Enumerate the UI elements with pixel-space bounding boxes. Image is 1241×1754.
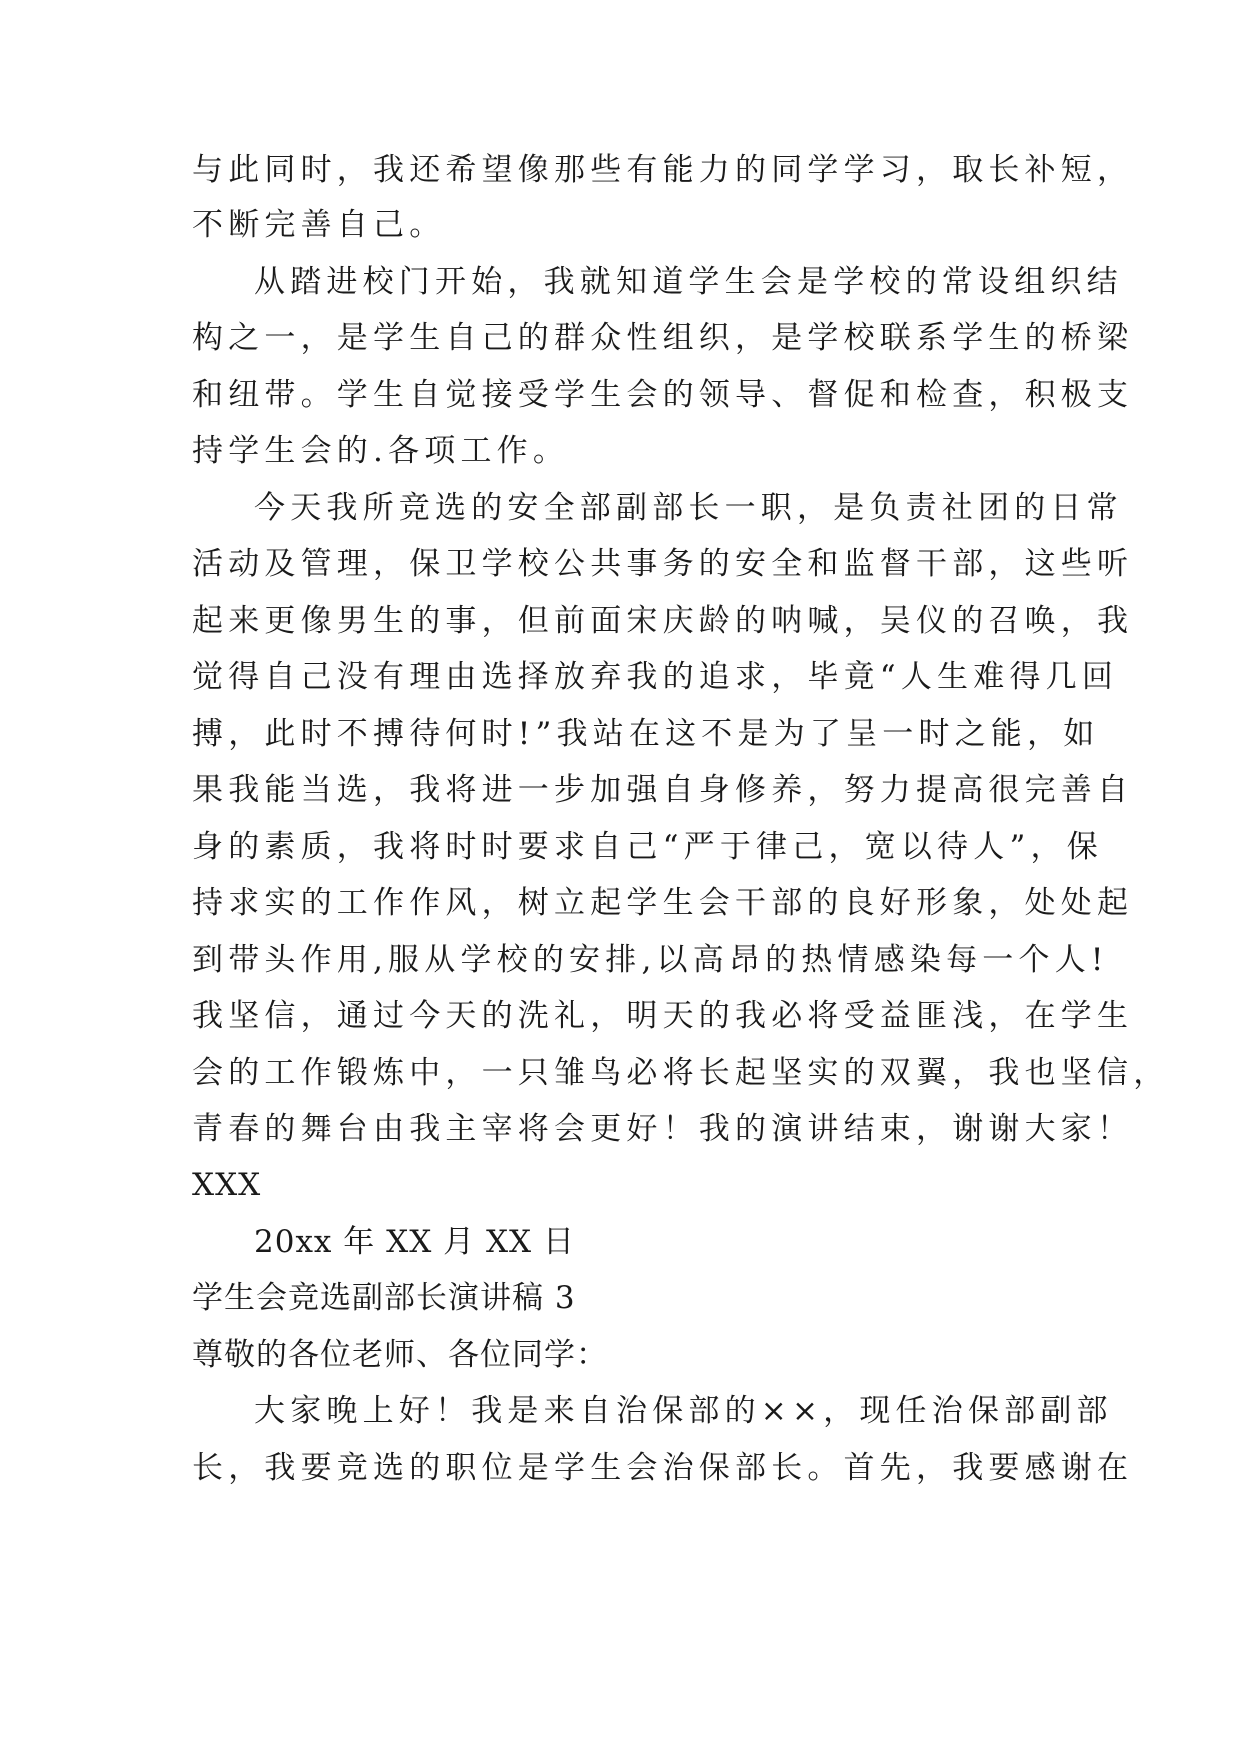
text-line: 活动及管理，保卫学校公共事务的安全和监督干部，这些听 [192,546,1134,582]
salutation: 尊敬的各位老师、各位同学： [192,1337,608,1373]
text-line: 构之一，是学生自己的群众性组织，是学校联系学生的桥梁 [192,320,1134,356]
text-line: 与此同时，我还希望像那些有能力的同学学习，取长补短， [192,152,1134,188]
text-line: 起来更像男生的事，但前面宋庆龄的呐喊，吴仪的召唤，我 [192,603,1134,639]
text-line: 不断完善自己。 [192,207,446,243]
signature-name: XXX [192,1167,262,1203]
text-line: 身的素质，我将时时要求自己“严于律己，宽以待人”，保 [192,829,1103,865]
text-line: 从踏进校门开始，我就知道学生会是学校的常设组织结 [254,264,1123,300]
text-line: 持学生会的.各项工作。 [192,433,570,469]
text-line: 果我能当选，我将进一步加强自身修养，努力提高很完善自 [192,772,1134,808]
text-line: 会的工作锻炼中，一只雏鸟必将长起坚实的双翼，我也坚信， [192,1055,1170,1091]
text-line: 青春的舞台由我主宰将会更好！我的演讲结束，谢谢大家！ [192,1111,1134,1147]
text-line: 觉得自己没有理由选择放弃我的追求，毕竟“人生难得几回 [192,659,1119,695]
text-line: 今天我所竞选的安全部副部长一职，是负责社团的日常 [254,490,1123,526]
text-line: 我坚信，通过今天的洗礼，明天的我必将受益匪浅，在学生 [192,998,1134,1034]
text-line: 和纽带。学生自觉接受学生会的领导、督促和检查，积极支 [192,377,1134,413]
text-line: 到带头作用,服从学校的安排,以高昂的热情感染每一个人! [192,942,1109,978]
section-heading: 学生会竞选副部长演讲稿 3 [192,1280,576,1316]
text-line: 持求实的工作作风，树立起学生会干部的良好形象，处处起 [192,885,1134,921]
text-line: 大家晚上好！我是来自治保部的××，现任治保部副部 [254,1393,1113,1429]
text-line: 长，我要竞选的职位是学生会治保部长。首先，我要感谢在 [192,1450,1134,1486]
date-line: 20xx 年 XX 月 XX 日 [254,1224,575,1260]
text-line: 搏，此时不搏待何时!”我站在这不是为了呈一时之能，如 [192,716,1100,752]
